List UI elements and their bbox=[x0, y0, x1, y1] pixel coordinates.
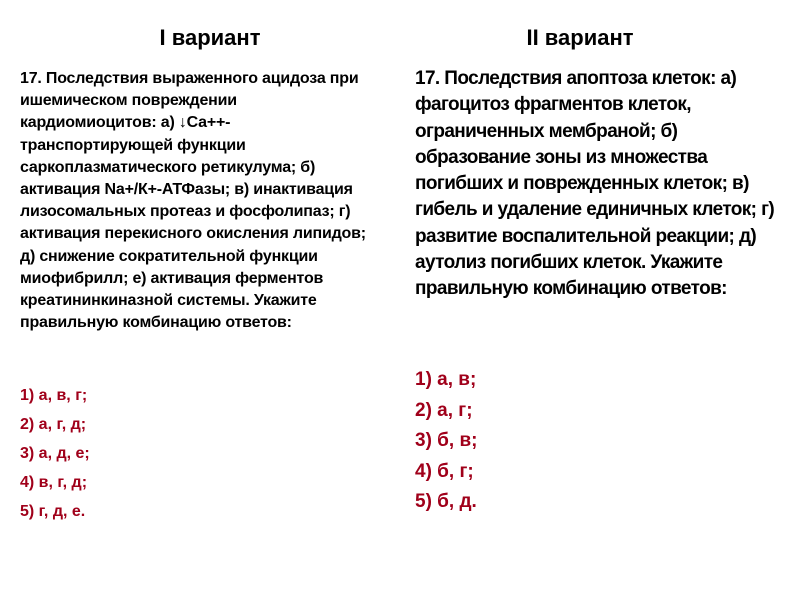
answer-option: 3) а, д, е; bbox=[20, 445, 90, 462]
answer-option: 5) б, д. bbox=[415, 491, 477, 512]
variant-1-title: I вариант bbox=[159, 25, 261, 50]
answer-option: 4) в, г, д; bbox=[20, 474, 88, 491]
answer-option: 4) б, г; bbox=[415, 460, 474, 482]
answer-option: 1) а, в; bbox=[415, 369, 477, 390]
answer-option: 2) а, г, д; bbox=[20, 416, 87, 433]
variant-2-title: II вариант bbox=[526, 25, 634, 50]
variant-2-question: 17. Последствия апоптоза клеток: а) фагоцитоз фрагментов клеток, ограниченных мембраной; б) образование зоны из множества погибших и поврежденных клеток; в) гибель и удаление единичных клеток; г) развитие воспалительной реакции; д) аутолиз погибших клеток. Укажите правильную комбинацию ответов: bbox=[415, 68, 775, 300]
variant-2-answers bbox=[415, 367, 477, 520]
answer-option: 1) а, в, г; bbox=[20, 387, 88, 404]
answer-option: 2) а, г; bbox=[415, 399, 473, 421]
answer-option: 5) г, д, е. bbox=[20, 503, 86, 520]
answer-option: 3) б, в; bbox=[415, 430, 478, 451]
variant-1-question: 17. Последствия выраженного ацидоза при ишемическом повреждении кардиомиоцитов: а) ↓Са++-транспортирующей функции саркоплазматического ретикулума; б) активация Nа+/К+-АТФазы; в) инактивация лизосомальных протеаз и фосфолипаз; г) активация перекисного окисления липидов; д) снижение сократительной функции миофибрилл; е) активация ферментов креатининкиназной системы. Укажите правильную комбинацию ответов: bbox=[20, 70, 366, 332]
variant-1-answers bbox=[20, 385, 90, 530]
